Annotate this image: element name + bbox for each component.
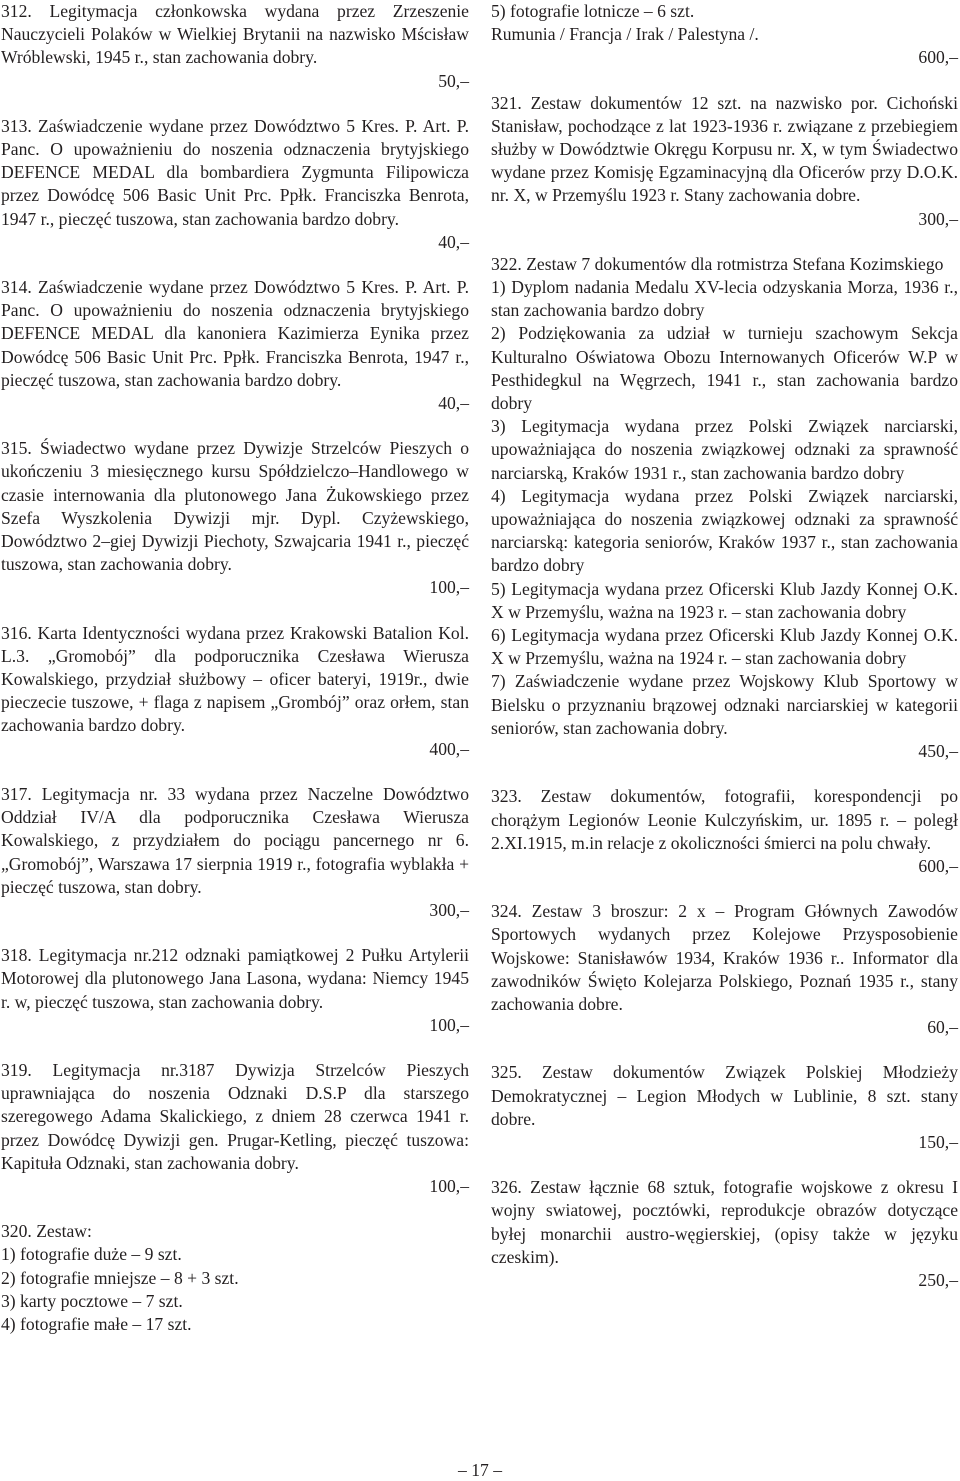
entry-description: 316. Karta Identyczności wydana przez Krakowski Batalion Kol. L.3. „Gromobój” dla podporucznika Czesława Wierusza Kowalskiego, przydział służbowy – oficer bateryi, 1919r., dwie pieczecie tuszowe, + flaga z napisem „Grombój” oraz orłem, stan zachowania bardzo dobry. [1, 622, 469, 736]
entry-price: 150,– [918, 1131, 958, 1152]
list-item: 3) Legitymacja wydana przez Polski Związek narciarski, upoważniająca do noszenia związkowej odznaki za sprawność narciarską, Kraków 1931 r., stan zachowania bardzo dobry [491, 416, 958, 483]
catalog-entry-312 [1, 0, 469, 93]
page-number: – 17 – [458, 1460, 502, 1480]
entry-description: 312. Legitymacja członkowska wydana przez Zrzeszenie Nauczycieli Polaków w Wielkiej Brytanii na nazwisko Mścisław Wróblewski, 1945 r., stan zachowania dobry. [1, 1, 469, 68]
catalog-entry-325 [491, 1061, 958, 1154]
catalog-entry-322 [491, 253, 958, 763]
list-item: 5) fotografie lotnicze – 6 szt. [491, 1, 695, 21]
catalog-entry-317 [1, 783, 469, 922]
list-item: 7) Zaświadczenie wydane przez Wojskowy Klub Sportowy w Bielsku o przyznaniu brązowej odznaki narciarskiej w kategorii seniorów, stan zachowania dobry. [491, 671, 958, 738]
entry-description: 325. Zestaw dokumentów Związek Polskiej Młodzieży Demokratycznej – Legion Młodych w Lublinie, 8 szt. stany dobre. [491, 1062, 958, 1129]
entry-price: 300,– [429, 899, 469, 920]
list-item: Rumunia / Francja / Irak / Palestyna /. [491, 24, 759, 45]
entry-price: 50,– [438, 70, 469, 91]
list-item: 3) karty pocztowe – 7 szt. [1, 1290, 183, 1311]
entry-price: 600,– [918, 855, 958, 876]
catalog-entry-318 [1, 944, 469, 1037]
entry-description: 319. Legitymacja nr.3187 Dywizja Strzelców Pieszych uprawniająca do noszenia Odznaki D.S.P dla starszego szeregowego Adama Skalickiego, z dniem 28 czerwca 1941 r. przez Dowódcę Dywizji gen. Prugar-Ketling, pieczęć tuszowa: Kapituła Odznaki, stan zachowania dobry. [1, 1059, 469, 1173]
entry-description: 324. Zestaw 3 broszur: 2 x – Program Głównych Zawodów Sportowych wydanych przez Kolejowe Przysposobienie Wojskowe: Stanisławów 1934, Kraków 1936 r.. Informator dla zawodników Święto Kolejarza Polskiego, Poznań 1935 r., stany zachowania dobre. [491, 901, 958, 1014]
catalog-entry-314 [1, 276, 469, 415]
list-item: 6) Legitymacja wydana przez Oficerski Klub Jazdy Konnej O.K. X w Przemyślu, ważna na 1924 r. – stan zachowania dobry [491, 625, 958, 669]
entry-price: 100,– [429, 577, 469, 598]
entry-price: 100,– [429, 1175, 469, 1196]
entry-price: 60,– [927, 1017, 958, 1038]
entry-title: 322. Zestaw 7 dokumentów dla rotmistrza Stefana Kozimskiego [491, 253, 944, 274]
catalog-entry-315 [1, 437, 469, 599]
entry-description: 318. Legitymacja nr.212 odznaki pamiątkowej 2 Pułku Artylerii Motorowej dla plutonowego Jana Lasona, wydana: Niemcy 1945 r. w, pieczęć tuszowa, stan zachowania dobry. [1, 945, 469, 1012]
entry-price: 250,– [918, 1269, 958, 1290]
entry-price: 400,– [429, 738, 469, 759]
catalog-entry-323 [491, 785, 958, 878]
catalog-entry-321 [491, 92, 958, 231]
catalog-entry-316 [1, 622, 469, 761]
list-item: 4) fotografie małe – 17 szt. [1, 1313, 192, 1334]
list-item: 2) fotografie mniejsze – 8 + 3 szt. [1, 1267, 239, 1288]
catalog-entry-326 [491, 1176, 958, 1292]
entry-description: 314. Zaświadczenie wydane przez Dowództwo 5 Kres. P. Art. P. Panc. O upoważnieniu do noszenia odznaczenia brytyjskiego DEFENCE MEDAL dla kanoniera Kazimierza Eynika przez Dowódcę 506 Basic Unit Prc. Ppłk. Franciszka Benrota, 1947 r., pieczęć tuszowa, stan zachowania bardzo dobry. [1, 277, 469, 390]
list-item: 5) Legitymacja wydana przez Oficerski Klub Jazdy Konnej O.K. X w Przemyślu, ważna na 1923 r. – stan zachowania dobry [491, 578, 958, 622]
entry-price: 40,– [438, 231, 469, 252]
left-column [1, 0, 469, 1336]
catalog-entry-320 [1, 1220, 469, 1336]
entry-description: 326. Zestaw łącznie 68 sztuk, fotografie wojskowe z okresu I wojny swiatowej, pocztówki, reprodukcje obrazów dotyczące byłej monarchii austro-węgierskiej, (opisy także w języku czeskim). [491, 1177, 958, 1267]
list-item: 2) Podziękowania za udział w turnieju szachowym Sekcja Kulturalno Oświatowa Obozu Internowanych Oficerów W.P w Pesthidegkul na Węgrzech, 1941 r., stan zachowania bardzo dobry [491, 323, 958, 414]
entry-title: 320. Zestaw: [1, 1221, 92, 1242]
entry-description: 317. Legitymacja nr. 33 wydana przez Naczelne Dowództwo Oddział IV/A dla podporucznika Czesława Wierusza Kowalskiego, z przydziałem do pociągu pancernego nr 6. „Gromobój”, Warszawa 17 sierpnia 1919 r., fotografia wyblakła + pieczęć tuszowa, stan dobry. [1, 783, 469, 897]
entry-price: 100,– [429, 1014, 469, 1035]
entry-price: 600,– [918, 47, 958, 68]
entry-description: 321. Zestaw dokumentów 12 szt. na nazwisko por. Cichoński Stanisław, pochodzące z lat 1923-1936 r. związane z przebiegiem służby w Dowództwie Okręgu Korpusu nr. X, w tym Świadectwo wydane przez Komisję Egzaminacyjną dla Oficerów przy D.O.K. nr. X, w Przemyślu 1923 r. Stany zachowania dobre. [491, 92, 958, 206]
catalog-entry-320-continued [491, 0, 958, 70]
list-item: 1) Dyplom nadania Medalu XV-lecia odzyskania Morza, 1936 r., stan zachowania bardzo dobry [491, 277, 958, 321]
entry-price: 450,– [918, 741, 958, 762]
right-column [491, 0, 958, 1292]
list-item: 1) fotografie duże – 9 szt. [1, 1244, 182, 1265]
entry-description: 315. Świadectwo wydane przez Dywizje Strzelców Pieszych o ukończeniu 3 miesięcznego kursu Spółdzielczo–Handlowego w czasie internowania dla plutonowego Jana Żukowskiego przez Szefa Wyszkolenia Dywizji mjr. Dypl. Czyżewskiego, Dowództwo 2–giej Dywizji Piechoty, Szwajcaria 1941 r., pieczęć tuszowa, stan zachowania dobry. [1, 438, 469, 575]
entry-price: 40,– [438, 393, 469, 414]
catalog-entry-319 [1, 1059, 469, 1198]
entry-description: 313. Zaświadczenie wydane przez Dowództwo 5 Kres. P. Art. P. Panc. O upoważnieniu do noszenia odznaczenia brytyjskiego DEFENCE MEDAL dla bombardiera Zygmunta Filipowicza przez Dowódcę 506 Basic Unit Prc. Ppłk. Franciszka Benrota, 1947 r., pieczęć tuszowa, stan zachowania bardzo dobry. [1, 115, 469, 229]
entry-price: 300,– [918, 208, 958, 229]
entry-description: 323. Zestaw dokumentów, fotografii, korespondencji po chorążym Legionów Leonie Kulczyńskim, ur. 1895 r. – poległ 2.XI.1915, m.in relacje z okoliczności śmierci na polu chwały. [491, 786, 958, 853]
catalog-entry-313 [1, 115, 469, 254]
list-item: 4) Legitymacja wydana przez Polski Związek narciarski, upoważniająca do noszenia związkowej odznaki za sprawność narciarską: kategoria seniorów, Kraków 1937 r., stan zachowania bardzo dobry [491, 485, 958, 576]
catalog-entry-324 [491, 900, 958, 1039]
